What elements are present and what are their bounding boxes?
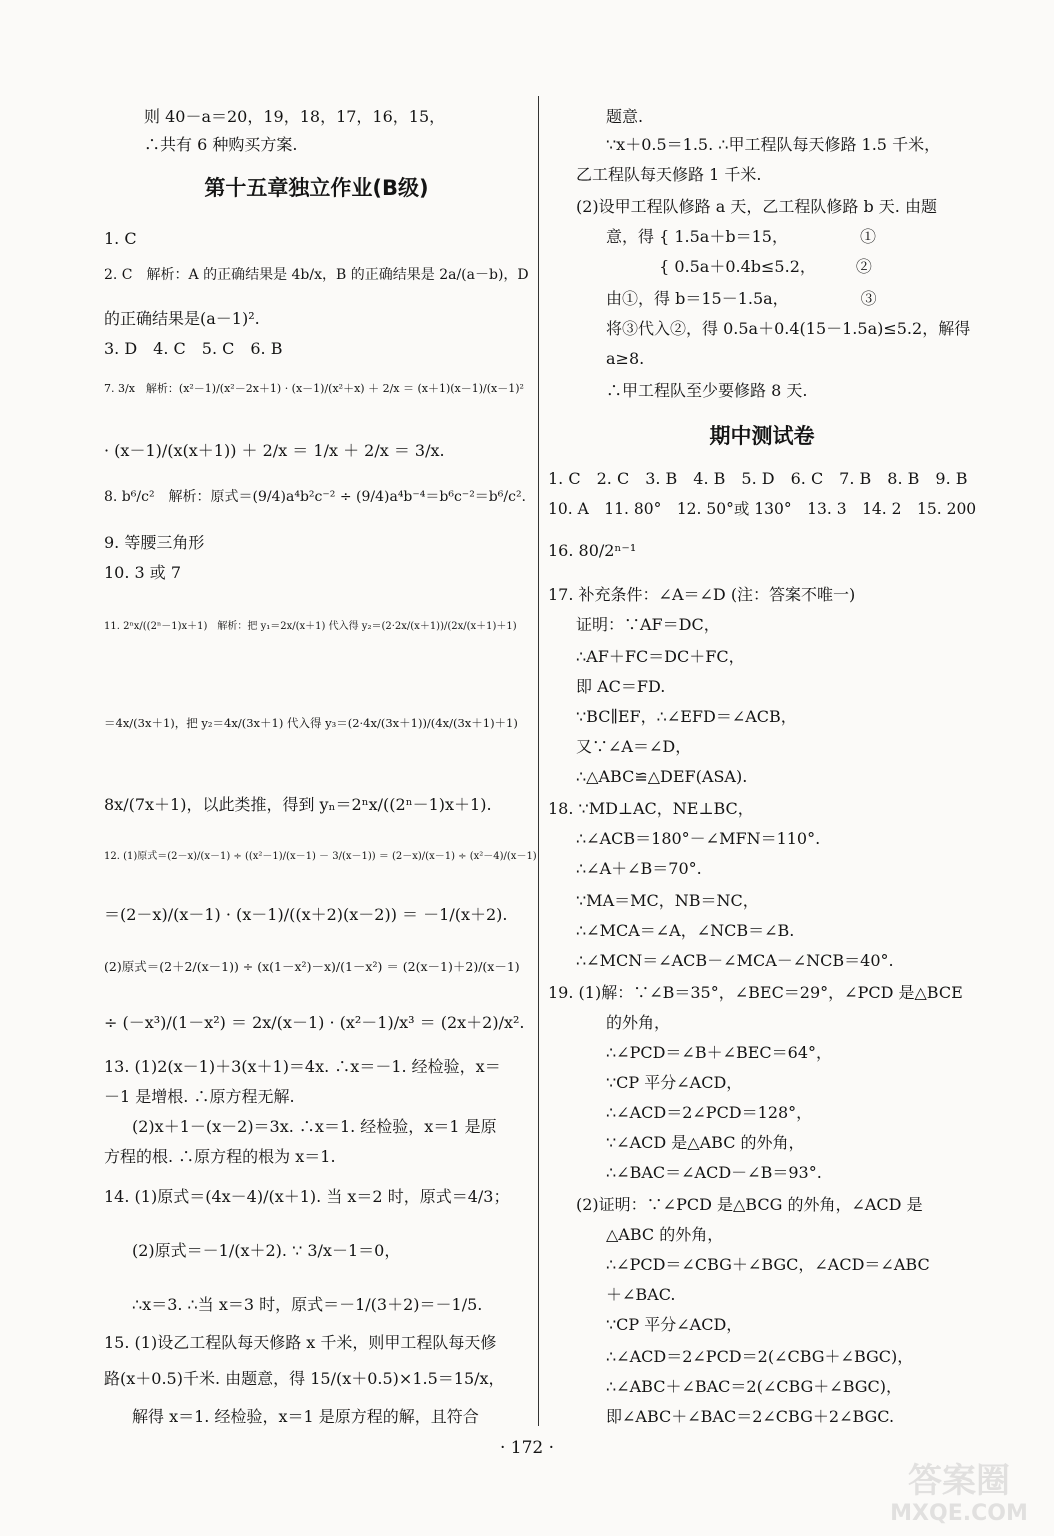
answer-line: 又∵∠A＝∠D， bbox=[576, 737, 692, 756]
answer-line: 10. A 11. 80° 12. 50°或 130° 13. 3 14. 2 15. 200 bbox=[548, 500, 977, 518]
answer-line: (2)证明：∵∠PCD 是△BCG 的外角，∠ACD 是 bbox=[576, 1195, 923, 1214]
answer-line: ∴∠A＋∠B＝70°. bbox=[576, 859, 702, 878]
answer-line: 即∠ABC＋∠BAC＝2∠CBG＋2∠BGC. bbox=[606, 1407, 895, 1426]
answer-line: ∴甲工程队至少要修路 8 天. bbox=[606, 381, 808, 400]
answer-line: ∴△ABC≌△DEF(ASA). bbox=[576, 767, 748, 786]
page-number: · 172 · bbox=[499, 1438, 555, 1458]
answer-line: (2)x＋1－(x－2)＝3x. ∴x＝1. 经检验，x＝1 是原 bbox=[132, 1117, 497, 1136]
answer-line: 12. (1)原式＝(2－x)/(x－1) ÷ ((x²－1)/(x－1) － 3/(x－1)) ＝ (2－x)/(x－1) ÷ (x²－4)/(x－1) bbox=[104, 851, 537, 862]
answer-line: 乙工程队每天修路 1 千米. bbox=[576, 165, 762, 184]
answer-line: ∴∠ACD＝2∠PCD＝2(∠CBG＋∠BGC)， bbox=[606, 1347, 914, 1366]
answer-line: 10. 3 或 7 bbox=[104, 563, 182, 582]
answer-line: ∴x＝3. ∴当 x＝3 时，原式＝－1/(3＋2)＝－1/5. bbox=[132, 1295, 483, 1314]
answer-line: ＝(2－x)/(x－1) · (x－1)/((x＋2)(x－2)) ＝ －1/(x＋2). bbox=[104, 905, 508, 924]
answer-line: ∴∠PCD＝∠B＋∠BEC＝64°， bbox=[606, 1043, 833, 1062]
chapter-heading: 第十五章独立作业(B级) bbox=[204, 176, 429, 200]
answer-line: 17. 补充条件：∠A＝∠D (注：答案不唯一) bbox=[548, 585, 856, 604]
answer-line: ∴∠MCN＝∠ACB－∠MCA－∠NCB＝40°. bbox=[576, 951, 894, 970]
answer-line: 题意. bbox=[606, 107, 644, 126]
answer-line: (2)原式＝－1/(x＋2). ∵ 3/x－1＝0， bbox=[132, 1241, 401, 1260]
answer-line: (2)原式＝(2＋2/(x－1)) ÷ (x(1－x²)－x)/(1－x²) ＝ (2(x－1)＋2)/(x－1) bbox=[104, 959, 520, 974]
answer-line: 2. C 解析：A 的正确结果是 4b/x，B 的正确结果是 2a/(a－b)，D bbox=[104, 267, 529, 283]
answer-line: 16. 80/2ⁿ⁻¹ bbox=[548, 541, 637, 560]
answer-line: a≥8. bbox=[606, 349, 645, 368]
column-divider bbox=[538, 96, 539, 1426]
answer-line: ∵BC∥EF，∴∠EFD＝∠ACB， bbox=[576, 707, 797, 726]
answer-line: 将③代入②，得 0.5a＋0.4(15－1.5a)≤5.2，解得 bbox=[606, 319, 971, 338]
answer-line: (2)设甲工程队修路 a 天，乙工程队修路 b 天. 由题 bbox=[576, 197, 937, 216]
answer-line: 路(x＋0.5)千米. 由题意，得 15/(x＋0.5)×1.5＝15/x， bbox=[104, 1369, 505, 1388]
answer-line: ∵∠ACD 是△ABC 的外角， bbox=[606, 1133, 805, 1152]
answer-line: 的外角， bbox=[606, 1013, 671, 1032]
answer-line: 方程的根. ∴原方程的根为 x＝1. bbox=[104, 1147, 336, 1166]
answer-line: · (x－1)/(x(x＋1)) ＋ 2/x ＝ 1/x ＋ 2/x ＝ 3/x. bbox=[104, 441, 445, 460]
answer-line: △ABC 的外角， bbox=[606, 1225, 724, 1244]
answer-line: 意，得 { 1.5a＋b＝15， ① bbox=[606, 227, 876, 246]
answer-line: 11. 2ⁿx/((2ⁿ－1)x＋1) 解析：把 y₁＝2x/(x＋1) 代入得 y₂＝(2·2x/(x＋1))/(2x/(x＋1)＋1) bbox=[104, 621, 517, 632]
answer-line: ＋∠BAC. bbox=[606, 1285, 676, 1304]
answer-line: ∴∠PCD＝∠CBG＋∠BGC，∠ACD＝∠ABC bbox=[606, 1255, 930, 1274]
answer-line: { 0.5a＋0.4b≤5.2， ② bbox=[606, 257, 872, 276]
answer-line: ∴∠MCA＝∠A，∠NCB＝∠B. bbox=[576, 921, 795, 940]
exam-heading: 期中测试卷 bbox=[709, 424, 815, 448]
answer-line: 1. C bbox=[104, 229, 137, 248]
answer-line: ＝4x/(3x＋1)，把 y₂＝4x/(3x＋1) 代入得 y₃＝(2·4x/(3x＋1))/(4x/(3x＋1)＋1) bbox=[104, 716, 518, 730]
answer-line: ∴AF＋FC＝DC＋FC， bbox=[576, 647, 745, 666]
answer-line: 7. 3/x 解析：(x²－1)/(x²－2x＋1) · (x－1)/(x²＋x) ＋ 2/x ＝ (x＋1)(x－1)/(x－1)² bbox=[104, 382, 524, 395]
answer-line: 则 40－a＝20，19，18，17，16，15， bbox=[144, 107, 446, 126]
watermark-line1: 答案圈 bbox=[908, 1461, 1010, 1501]
answer-line: ∵MA＝MC，NB＝NC， bbox=[576, 891, 759, 910]
answer-line: 3. D 4. C 5. C 6. B bbox=[104, 339, 283, 358]
answer-line: 19. (1)解：∵∠B＝35°，∠BEC＝29°，∠PCD 是△BCE bbox=[548, 983, 963, 1002]
answer-line: 8x/(7x＋1)，以此类推，得到 yₙ＝2ⁿx/((2ⁿ－1)x＋1). bbox=[104, 795, 492, 814]
answer-line: ∴共有 6 种购买方案. bbox=[144, 135, 298, 154]
answer-line: －1 是增根. ∴原方程无解. bbox=[104, 1087, 295, 1106]
answer-line: ∴∠ABC＋∠BAC＝2(∠CBG＋∠BGC)， bbox=[606, 1377, 903, 1396]
answer-line: ∴∠BAC＝∠ACD－∠B＝93°. bbox=[606, 1163, 822, 1182]
answer-line: 即 AC＝FD. bbox=[576, 677, 666, 696]
answer-line: ∴∠ACB＝180°－∠MFN＝110°. bbox=[576, 829, 821, 848]
answer-line: 13. (1)2(x－1)＋3(x＋1)＝4x. ∴x＝－1. 经检验，x＝ bbox=[104, 1057, 501, 1076]
watermark-line2: MXQE.COM bbox=[890, 1501, 1028, 1526]
answer-line: 证明：∵AF＝DC， bbox=[576, 615, 720, 634]
answer-line: ÷ (－x³)/(1－x²) ＝ 2x/(x－1) · (x²－1)/x³ ＝ (2x＋2)/x². bbox=[104, 1013, 525, 1032]
answer-line: 18. ∵MD⊥AC，NE⊥BC， bbox=[548, 799, 754, 818]
answer-line: 解得 x＝1. 经检验，x＝1 是原方程的解，且符合 bbox=[132, 1407, 479, 1426]
answer-line: 14. (1)原式＝(4x－4)/(x＋1). 当 x＝2 时，原式＝4/3； bbox=[104, 1187, 510, 1206]
answer-line: ∵CP 平分∠ACD， bbox=[606, 1315, 743, 1334]
answer-line: 由①，得 b＝15－1.5a， ③ bbox=[606, 289, 877, 308]
answer-line: 的正确结果是(a－1)². bbox=[104, 309, 260, 328]
answer-line: 8. b⁶/c² 解析：原式＝(9/4)a⁴b²c⁻² ÷ (9/4)a⁴b⁻⁴＝b⁶c⁻²＝b⁶/c². bbox=[104, 489, 527, 505]
answer-line: 15. (1)设乙工程队每天修路 x 千米，则甲工程队每天修 bbox=[104, 1333, 497, 1352]
answer-line: ∵CP 平分∠ACD， bbox=[606, 1073, 743, 1092]
watermark-logo bbox=[874, 1456, 1044, 1528]
answer-line: ∴∠ACD＝2∠PCD＝128°， bbox=[606, 1103, 813, 1122]
answer-line: 9. 等腰三角形 bbox=[104, 533, 205, 552]
answer-line: ∵x＋0.5＝1.5. ∴甲工程队每天修路 1.5 千米， bbox=[606, 135, 941, 154]
answer-line: 1. C 2. C 3. B 4. B 5. D 6. C 7. B 8. B 9. B bbox=[548, 469, 968, 488]
